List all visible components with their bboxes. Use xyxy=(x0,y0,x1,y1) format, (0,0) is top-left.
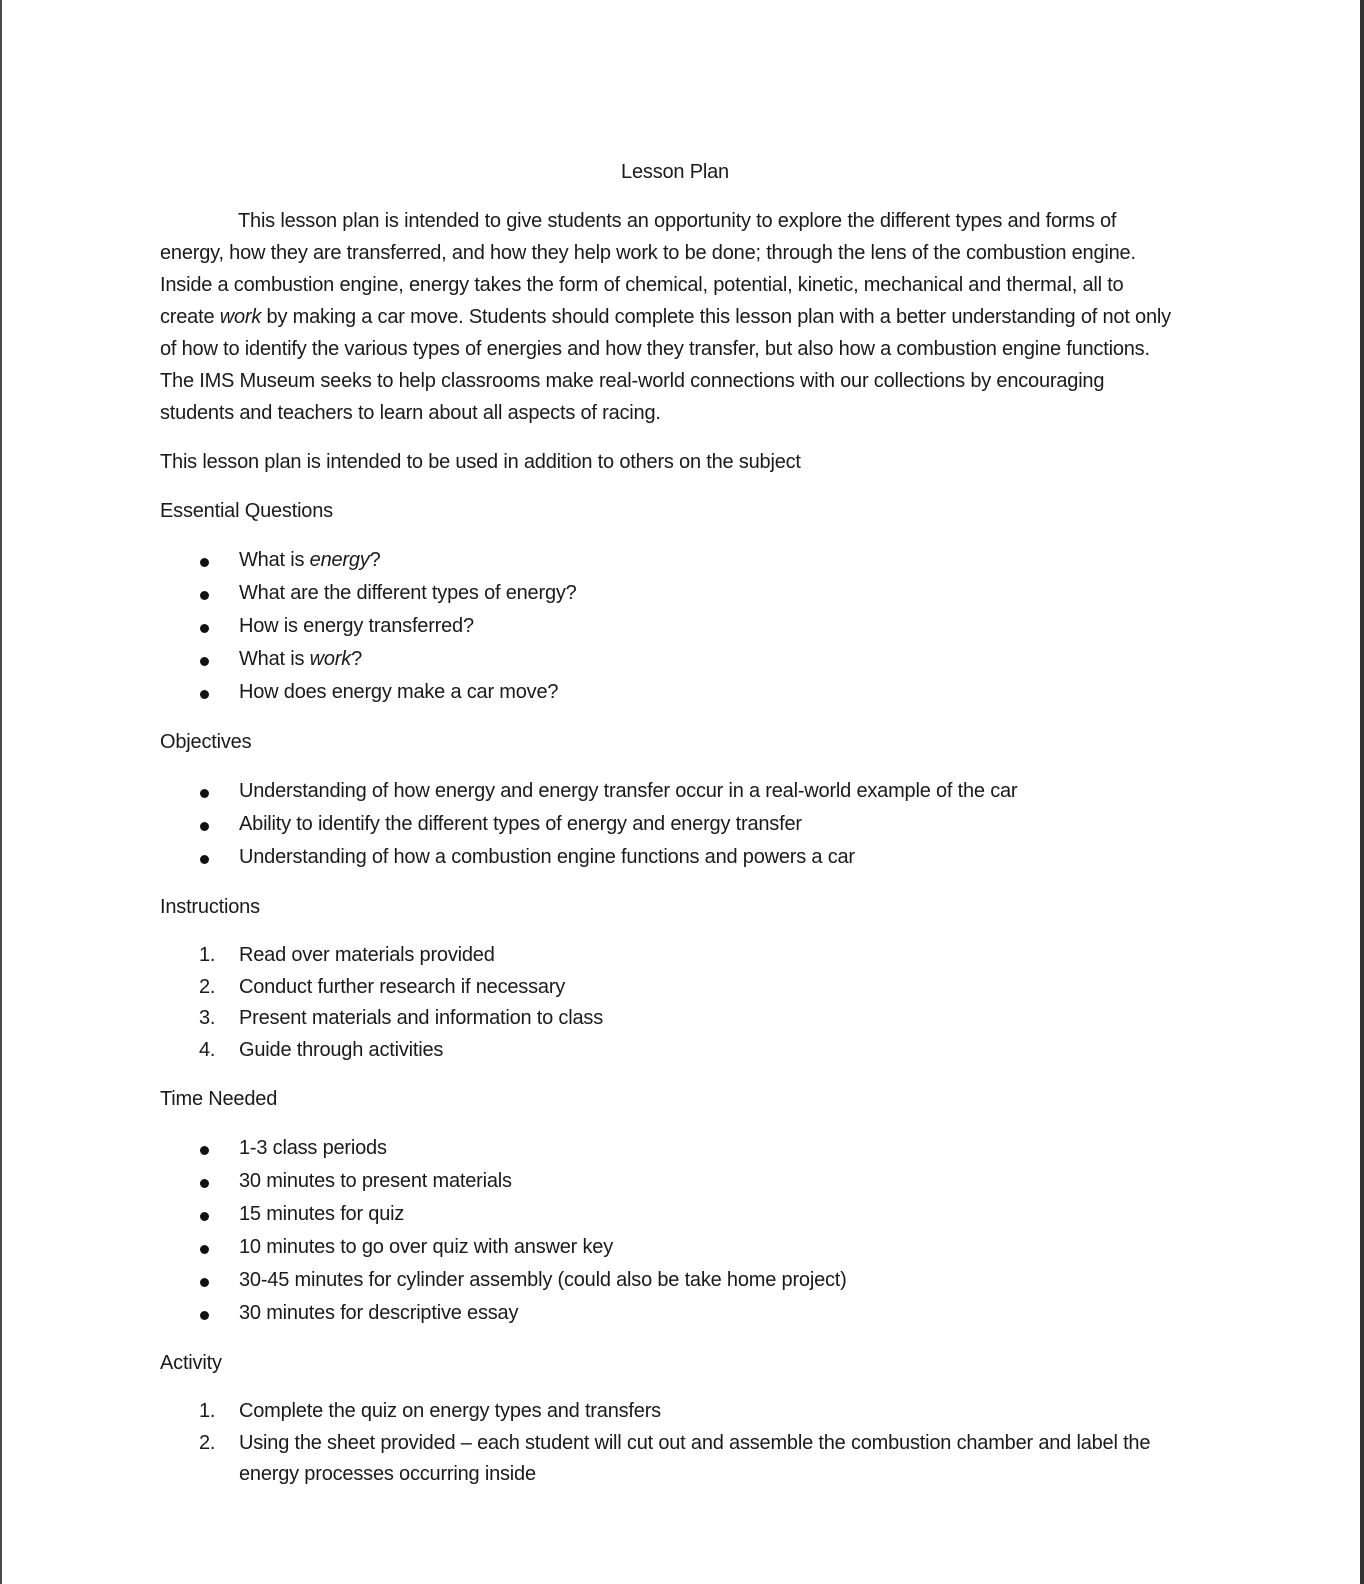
list-item xyxy=(160,676,1180,709)
item-text: Read over materials provided xyxy=(239,944,495,966)
time-needed-list xyxy=(160,1132,1180,1330)
list-item xyxy=(160,1165,1180,1198)
instructions-list xyxy=(160,940,1180,1066)
item-text: Understanding of how a combustion engine functions and powers a car xyxy=(239,846,855,868)
item-text: 10 minutes to go over quiz with answer key xyxy=(239,1236,614,1258)
bullet-icon xyxy=(200,657,209,666)
item-text: 30-45 minutes for cylinder assembly (could also be take home project) xyxy=(239,1269,847,1291)
item-text: Using the sheet provided – each student will cut out and assemble the combustion chamber and label the energy processes occurring inside xyxy=(239,1431,1151,1485)
item-text: What are the different types of energy? xyxy=(239,582,577,604)
list-number: 4. xyxy=(199,1038,216,1061)
bullet-icon xyxy=(200,789,209,798)
list-item xyxy=(160,1396,1180,1428)
section-heading-time-needed: Time Needed xyxy=(160,1088,278,1110)
list-number: 3. xyxy=(199,1007,216,1029)
bullet-icon xyxy=(200,1311,209,1320)
list-item xyxy=(160,841,1180,874)
item-text-after: ? xyxy=(369,549,381,571)
page-border-right xyxy=(1360,0,1364,1584)
list-item xyxy=(160,544,1180,577)
section-heading-activity: Activity xyxy=(160,1352,222,1374)
bullet-icon xyxy=(200,558,209,567)
document-page xyxy=(160,156,1180,1508)
list-item xyxy=(160,1297,1180,1330)
list-item xyxy=(160,1264,1180,1297)
list-item xyxy=(160,808,1180,841)
item-text: Ability to identify the different types of energy and energy transfer xyxy=(239,813,802,835)
page-border-left xyxy=(0,0,2,1584)
item-text: Conduct further research if necessary xyxy=(239,975,566,998)
item-text: Understanding of how energy and energy transfer occur in a real-world example of the car xyxy=(239,780,1018,802)
bullet-icon xyxy=(200,1212,209,1221)
list-item xyxy=(160,1428,1180,1491)
item-text: Present materials and information to class xyxy=(239,1007,603,1029)
section-heading-objectives: Objectives xyxy=(160,731,252,753)
item-emphasis: work xyxy=(309,648,352,670)
essential-questions-list xyxy=(160,544,1180,709)
item-text: How does energy make a car move? xyxy=(239,681,559,703)
intro-text-part2: by making a car move. Students should complete this lesson plan with a better understanding of not only of how to identify the various types of energies and how they transfer, but also how a combustion engine functions. The IMS Museum seeks to help classrooms make real-world connections with our collections by encouraging students and teachers to learn about all aspects of racing. xyxy=(160,306,1171,424)
list-item xyxy=(160,1003,1180,1035)
bullet-icon xyxy=(200,1245,209,1254)
list-item xyxy=(160,1132,1180,1165)
list-item xyxy=(160,1035,1180,1067)
page-title xyxy=(160,156,1180,188)
section-heading-essential-questions: Essential Questions xyxy=(160,500,333,522)
item-text: What is xyxy=(239,648,310,670)
list-number: 1. xyxy=(199,1400,216,1422)
list-item xyxy=(160,577,1180,610)
item-text: 15 minutes for quiz xyxy=(239,1203,405,1225)
bullet-icon xyxy=(200,822,209,831)
bullet-icon xyxy=(200,855,209,864)
page-title-text: Lesson Plan xyxy=(621,161,729,183)
list-item xyxy=(160,1231,1180,1264)
list-item xyxy=(160,643,1180,676)
objectives-list xyxy=(160,775,1180,874)
item-text: 1-3 class periods xyxy=(239,1137,387,1159)
bullet-icon xyxy=(200,624,209,633)
bullet-icon xyxy=(200,690,209,699)
section-heading-instructions: Instructions xyxy=(160,896,260,918)
intro-text-part1: This lesson plan is intended to give students an opportunity to explore the different types and forms of energy, how they are transferred, and how they help work to be done; through the lens of the combustion engine. Inside a combustion engine, energy takes the form of chemical, potential, kinetic, mechanical and thermal, all to create xyxy=(160,210,1136,328)
list-item xyxy=(160,1198,1180,1231)
intro-paragraph xyxy=(160,205,1180,429)
item-text: How is energy transferred? xyxy=(239,615,474,637)
list-item xyxy=(160,775,1180,808)
bullet-icon xyxy=(200,1179,209,1188)
item-text: Guide through activities xyxy=(239,1038,444,1061)
bullet-icon xyxy=(200,1146,209,1155)
item-emphasis: energy xyxy=(309,549,370,571)
list-number: 2. xyxy=(199,1431,216,1454)
list-number: 2. xyxy=(199,975,216,998)
item-text-after: ? xyxy=(351,648,363,670)
list-item xyxy=(160,610,1180,643)
list-item xyxy=(160,940,1180,972)
activity-list xyxy=(160,1396,1180,1491)
bullet-icon xyxy=(200,591,209,600)
intro-emphasis-work: work xyxy=(219,306,262,328)
list-number: 1. xyxy=(199,944,216,966)
item-text: 30 minutes for descriptive essay xyxy=(239,1302,519,1324)
item-text: Complete the quiz on energy types and transfers xyxy=(239,1400,661,1422)
list-item xyxy=(160,972,1180,1004)
bullet-icon xyxy=(200,1278,209,1287)
item-text: 30 minutes to present materials xyxy=(239,1170,512,1192)
usage-note: This lesson plan is intended to be used in addition to others on the subject xyxy=(160,451,801,473)
item-text: What is xyxy=(239,549,310,571)
